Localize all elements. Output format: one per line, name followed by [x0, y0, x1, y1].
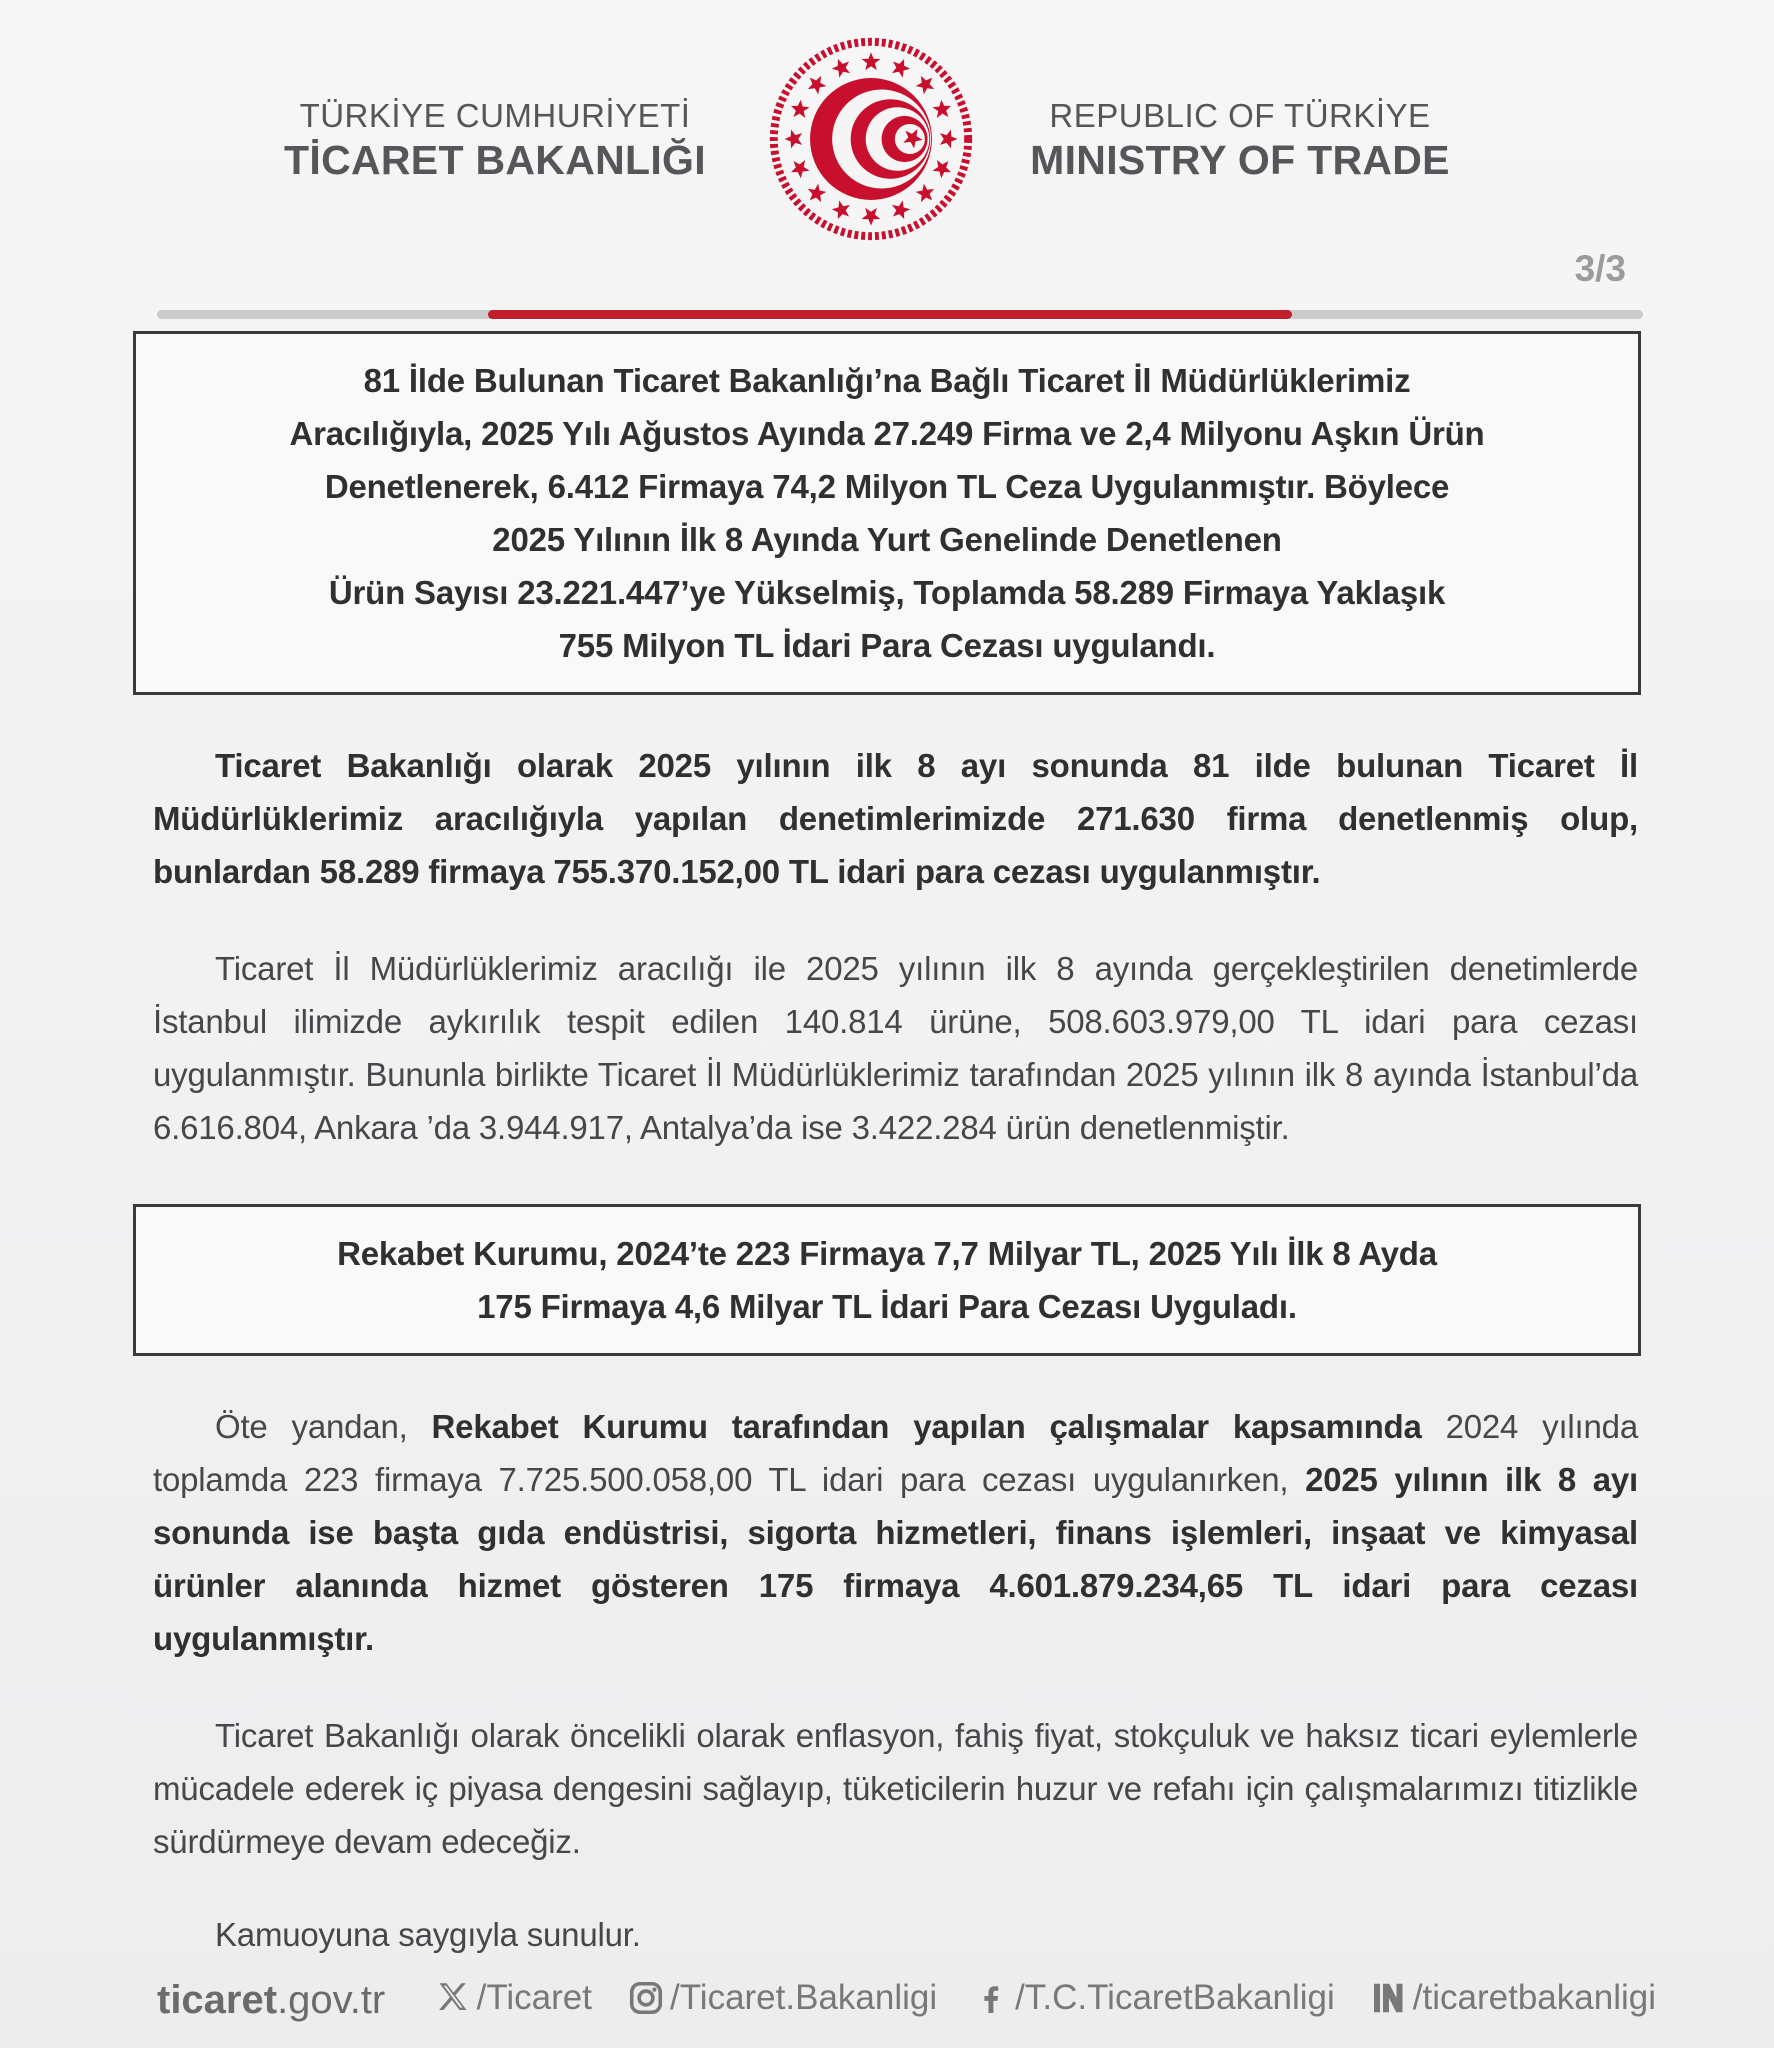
ministry-emblem-svg — [765, 33, 977, 245]
org-title-english — [1020, 96, 1460, 184]
headline-line: 81 İlde Bulunan Ticaret Bakanlığı’na Bağlı Ticaret İl Müdürlüklerimiz — [363, 362, 1411, 399]
document-footer — [0, 1972, 1774, 2032]
social-handle: /ticaretbakanligi — [1412, 1978, 1656, 2017]
headline-line: 175 Firmaya 4,6 Milyar TL İdari Para Cezası Uyguladı. — [477, 1288, 1297, 1325]
headline-line: 2025 Yılının İlk 8 Ayında Yurt Genelinde Denetlenen — [492, 521, 1282, 558]
org-title-en-line1: REPUBLIC OF TÜRKİYE — [1049, 97, 1431, 134]
social-handle: /Ticaret.Bakanligi — [669, 1978, 938, 2017]
social-handle: /T.C.TicaretBakanligi — [1015, 1978, 1335, 2017]
paragraph-commitment: Ticaret Bakanlığı olarak öncelikli olarak enflasyon, fahiş fiyat, stokçuluk ve haksız ticari eylemlerle mücadele ederek iç piyasa dengesini sağlayıp, tüketicilerin huzur ve refahı için çalışmalarımızı titizlikle sürdürmeye devam edeceğiz. — [153, 1717, 1638, 1860]
progress-track — [157, 310, 1643, 319]
document-body — [0, 331, 1774, 1961]
ministry-logo — [765, 33, 977, 245]
social-links — [435, 1978, 1656, 2018]
site-link[interactable] — [157, 1978, 385, 2023]
social-x[interactable] — [435, 1978, 592, 2018]
headline-line: Rekabet Kurumu, 2024’te 223 Firmaya 7,7 Milyar TL, 2025 Yılı İlk 8 Ayda — [337, 1235, 1437, 1272]
paragraph-rekabet-kurumu: Öte yandan, Rekabet Kurumu tarafından yapılan çalışmalar kapsamında 2024 yılında toplamda 223 firmaya 7.725.500.058,00 TL idari para cezası uygulanırken, 2025 yılının ilk 8 ayı sonunda ise başta gıda endüstrisi, sigorta hizmetleri, finans işlemleri, inşaat ve kimyasal ürünler alanında hizmet gösteren 175 firmaya 4.601.879.234,65 TL idari para cezası uygulanmıştır. — [153, 1408, 1638, 1657]
social-nsosyal[interactable] — [1371, 1978, 1656, 2018]
headline-line: Denetlenerek, 6.412 Firmaya 74,2 Milyon TL Ceza Uygulanmıştır. Böylece — [324, 468, 1450, 505]
social-facebook[interactable] — [973, 1978, 1335, 2018]
org-title-tr-line1: TÜRKİYE CUMHURİYETİ — [299, 97, 691, 134]
headline-line: Aracılığıyla, 2025 Yılı Ağustos Ayında 27.249 Firma ve 2,4 Milyonu Aşkın Ürün — [289, 415, 1485, 452]
headline-box-2 — [133, 1204, 1641, 1356]
social-handle: /Ticaret — [476, 1978, 592, 2017]
site-link-rest: .gov.tr — [277, 1978, 386, 2022]
paragraph-istanbul-stats: Ticaret İl Müdürlüklerimiz aracılığı ile 2025 yılının ilk 8 ayında gerçekleştirilen denetimlerde İstanbul ilimizde aykırılık tespit edilen 140.814 ürüne, 508.603.979,00 TL idari para cezası uygulanmıştır. Bununla birlikte Ticaret İl Müdürlüklerimiz tarafından 2025 yılının ilk 8 ayında İstanbul’da 6.616.804, Ankara ’da 3.944.917, Antalya’da ise 3.422.284 ürün denetlenmiştir. — [153, 950, 1638, 1146]
social-instagram[interactable] — [628, 1978, 937, 2018]
facebook-icon — [973, 1980, 1009, 2016]
page-indicator: 3/3 — [1574, 248, 1626, 289]
org-title-en-line2: MINISTRY OF TRADE — [1030, 137, 1450, 183]
instagram-icon — [628, 1980, 664, 2016]
headline-box-1 — [133, 331, 1641, 695]
headline-line: 755 Milyon TL İdari Para Cezası uygulandı. — [558, 627, 1216, 664]
paragraph-summary-bold: Ticaret Bakanlığı olarak 2025 yılının ilk 8 ayı sonunda 81 ilde bulunan Ticaret İl Müdürlüklerimiz aracılığıyla yapılan denetimlerimizde 271.630 firma denetlenmiş olup, bunlardan 58.289 firmaya 755.370.152,00 TL idari para cezası uygulanmıştır. — [153, 747, 1638, 890]
paragraph-closing: Kamuoyuna saygıyla sunulur. — [215, 1916, 641, 1953]
x-icon — [435, 1980, 471, 2016]
headline-line: Ürün Sayısı 23.221.447’ye Yükselmiş, Toplamda 58.289 Firmaya Yaklaşık — [328, 574, 1446, 611]
site-link-bold: ticaret — [157, 1978, 278, 2022]
org-title-tr-line2: TİCARET BAKANLIĞI — [284, 137, 706, 183]
nsosyal-icon — [1371, 1980, 1407, 2016]
org-title-turkish — [260, 96, 730, 184]
progress-fill — [488, 310, 1292, 319]
logo-crescent-core — [810, 78, 932, 200]
